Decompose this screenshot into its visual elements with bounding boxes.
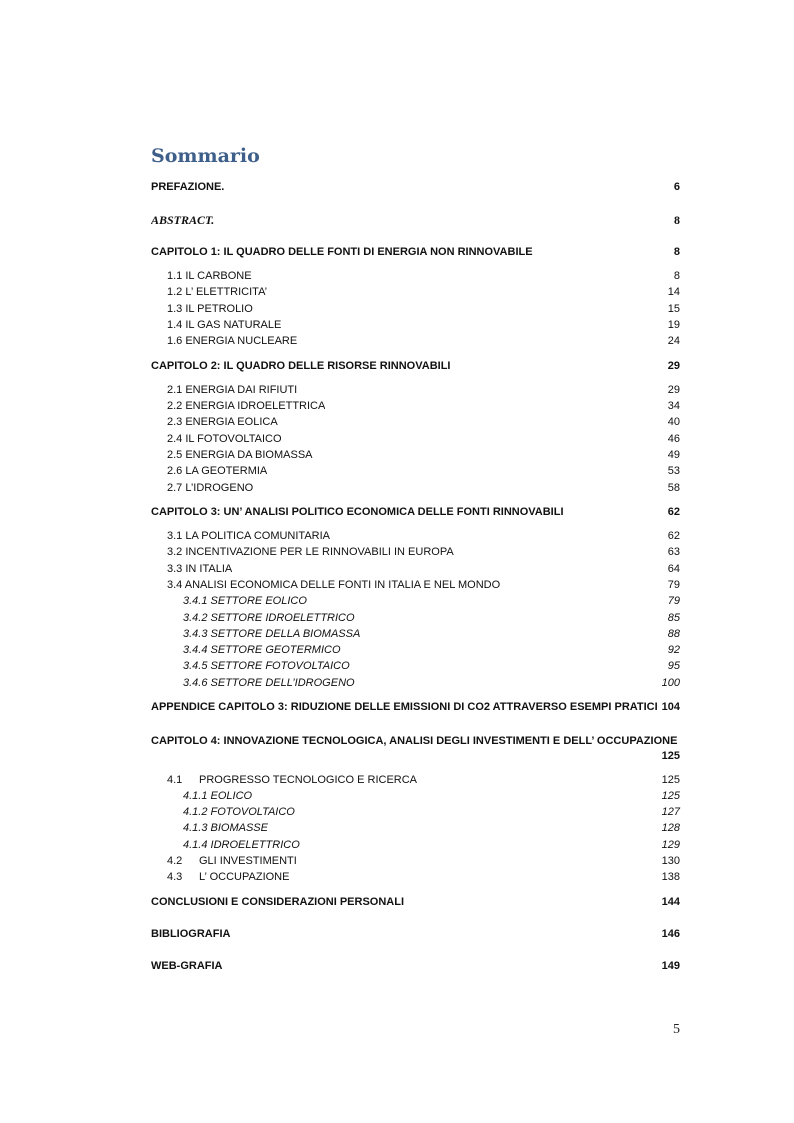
toc-entry-4-1-1[interactable] [151, 789, 680, 803]
toc-entry-4-1[interactable] [151, 773, 680, 787]
toc-page: 14 [667, 286, 680, 298]
toc-page: 63 [667, 546, 680, 558]
toc-page: 79 [667, 579, 680, 591]
toc-page: 19 [667, 319, 680, 331]
toc-label: BIBLIOGRAFIA [151, 928, 231, 940]
toc-label: 3.4.1 SETTORE EOLICO [183, 595, 307, 607]
toc-page: 34 [667, 400, 680, 412]
toc-label: 3.4.2 SETTORE IDROELETTRICO [183, 612, 355, 624]
toc-entry-4-3[interactable] [151, 870, 680, 884]
toc-label: 2.7 L’IDROGENO [167, 482, 254, 494]
toc-label: CAPITOLO 1: IL QUADRO DELLE FONTI DI ENERGIA NON RINNOVABILE [151, 246, 533, 258]
toc-label: 2.3 ENERGIA EOLICA [167, 416, 278, 428]
toc-page-capitolo-4 [151, 749, 680, 763]
toc-label: 1.2 L’ ELETTRICITA’ [167, 286, 268, 298]
toc-entry-1-6[interactable] [151, 334, 680, 348]
toc-page: 100 [661, 677, 680, 689]
toc-entry-capitolo-2[interactable] [151, 359, 680, 373]
toc-page: 58 [667, 482, 680, 494]
toc-page: 130 [661, 855, 680, 867]
toc-page: 85 [667, 612, 680, 624]
toc-label: 3.4 ANALISI ECONOMICA DELLE FONTI IN ITALIA E NEL MONDO [167, 579, 501, 591]
toc-label: 3.4.5 SETTORE FOTOVOLTAICO [183, 660, 350, 672]
toc-label: 2.5 ENERGIA DA BIOMASSA [167, 449, 313, 461]
toc-page: 24 [667, 335, 680, 347]
toc-entry-2-2[interactable] [151, 399, 680, 413]
toc-entry-2-3[interactable] [151, 415, 680, 429]
toc-entry-4-2[interactable] [151, 854, 680, 868]
toc-page: 92 [667, 644, 680, 656]
toc-entry-3-1[interactable] [151, 529, 680, 543]
toc-entry-3-3[interactable] [151, 562, 680, 576]
toc-page: 79 [667, 595, 680, 607]
toc-page: 125 [661, 750, 680, 762]
toc-label: 3.4.3 SETTORE DELLA BIOMASSA [183, 628, 361, 640]
toc-label: APPENDICE CAPITOLO 3: RIDUZIONE DELLE EMISSIONI DI CO2 ATTRAVERSO ESEMPI PRATICI [151, 701, 658, 713]
toc-number: 4.2 [167, 855, 183, 867]
toc-entry-1-4[interactable] [151, 318, 680, 332]
toc-entry-conclusioni[interactable] [151, 895, 680, 909]
toc-entry-capitolo-3[interactable] [151, 505, 680, 519]
toc-label: 4.1.2 FOTOVOLTAICO [183, 806, 295, 818]
toc-entry-1-3[interactable] [151, 302, 680, 316]
toc-entry-2-6[interactable] [151, 464, 680, 478]
toc-entry-2-7[interactable] [151, 481, 680, 495]
toc-label: 4.1.3 BIOMASSE [183, 822, 268, 834]
toc-page: 15 [667, 303, 680, 315]
toc-entry-3-4-5[interactable] [151, 659, 680, 673]
toc-page: 125 [661, 790, 680, 802]
toc-label: 2.2 ENERGIA IDROELETTRICA [167, 400, 326, 412]
toc-label: 4.1.4 IDROELETTRICO [183, 839, 300, 851]
toc-entry-4-1-2[interactable] [151, 805, 680, 819]
toc-entry-3-4-6[interactable] [151, 676, 680, 690]
toc-label: CONCLUSIONI E CONSIDERAZIONI PERSONALI [151, 896, 405, 908]
toc-label: 1.3 IL PETROLIO [167, 303, 253, 315]
toc-page: 128 [661, 822, 680, 834]
toc-entry-webgrafia[interactable] [151, 959, 680, 973]
toc-page: 29 [667, 384, 680, 396]
toc-page: 64 [667, 563, 680, 575]
toc-entry-2-4[interactable] [151, 432, 680, 446]
toc-label: 3.2 INCENTIVAZIONE PER LE RINNOVABILI IN EUROPA [167, 546, 454, 558]
toc-label: 3.1 LA POLITICA COMUNITARIA [167, 530, 331, 542]
toc-label: 4.1.1 EOLICO [183, 790, 253, 802]
toc-entry-capitolo-1[interactable] [151, 245, 680, 259]
toc-label: 2.1 ENERGIA DAI RIFIUTI [167, 384, 298, 396]
toc-entry-prefazione[interactable] [151, 180, 680, 194]
toc-entry-3-4[interactable] [151, 578, 680, 592]
toc-entry-3-2[interactable] [151, 545, 680, 559]
toc-label: L’ OCCUPAZIONE [199, 871, 290, 883]
toc-page: 62 [667, 506, 680, 518]
toc-page: 138 [661, 871, 680, 883]
toc-page: 127 [661, 806, 680, 818]
toc-entry-capitolo-4[interactable] [151, 734, 680, 748]
toc-entry-2-1[interactable] [151, 383, 680, 397]
toc-entry-bibliografia[interactable] [151, 927, 680, 941]
toc-entry-1-1[interactable] [151, 269, 680, 283]
toc-label: PROGRESSO TECNOLOGICO E RICERCA [199, 774, 418, 786]
toc-page: 6 [673, 181, 680, 193]
toc-label: 3.4.6 SETTORE DELL’IDROGENO [183, 677, 355, 689]
toc-label: 2.4 IL FOTOVOLTAICO [167, 433, 282, 445]
toc-page: 104 [661, 701, 680, 713]
page-title: Sommario [151, 145, 260, 167]
toc-page: 53 [667, 465, 680, 477]
toc-page: 149 [661, 960, 680, 972]
toc-page: 8 [673, 270, 680, 282]
toc-label: 2.6 LA GEOTERMIA [167, 465, 268, 477]
toc-label: CAPITOLO 2: IL QUADRO DELLE RISORSE RINNOVABILI [151, 360, 451, 372]
toc-label: CAPITOLO 3: UN’ ANALISI POLITICO ECONOMICA DELLE FONTI RINNOVABILI [151, 506, 564, 518]
toc-label: 1.4 IL GAS NATURALE [167, 319, 282, 331]
toc-number: 4.3 [167, 871, 183, 883]
toc-label: ABSTRACT. [151, 213, 215, 227]
toc-page: 62 [667, 530, 680, 542]
toc-page: 49 [667, 449, 680, 461]
toc-entry-1-2[interactable] [151, 285, 680, 299]
toc-page: 88 [667, 628, 680, 640]
toc-entry-3-4-4[interactable] [151, 643, 680, 657]
toc-label: 1.6 ENERGIA NUCLEARE [167, 335, 298, 347]
toc-label: 3.3 IN ITALIA [167, 563, 233, 575]
toc-page: 125 [661, 774, 680, 786]
page-number: 5 [673, 1022, 680, 1037]
toc-entry-4-1-4[interactable] [151, 838, 680, 852]
toc-page: 46 [667, 433, 680, 445]
toc-label: WEB-GRAFIA [151, 960, 223, 972]
toc-entry-3-4-2[interactable] [151, 611, 680, 625]
toc-entry-appendice[interactable] [151, 700, 680, 714]
toc-entry-3-4-1[interactable] [151, 594, 680, 608]
toc-entry-4-1-3[interactable] [151, 821, 680, 835]
toc-page: 8 [673, 246, 680, 258]
toc-label: PREFAZIONE. [151, 181, 225, 193]
toc-label: 3.4.4 SETTORE GEOTERMICO [183, 644, 341, 656]
toc-page: 129 [661, 839, 680, 851]
toc-page: 29 [667, 360, 680, 372]
toc-page: 144 [661, 896, 680, 908]
toc-entry-2-5[interactable] [151, 448, 680, 462]
toc-entry-3-4-3[interactable] [151, 627, 680, 641]
toc-label: CAPITOLO 4: INNOVAZIONE TECNOLOGICA, ANALISI DEGLI INVESTIMENTI E DELL’ OCCUPAZIONE [151, 735, 678, 747]
toc-label: GLI INVESTIMENTI [199, 855, 297, 867]
toc-page: 40 [667, 416, 680, 428]
toc-entry-abstract[interactable] [151, 213, 680, 227]
toc-page: 146 [661, 928, 680, 940]
toc-page: 8 [674, 213, 680, 227]
toc-number: 4.1 [167, 774, 183, 786]
toc-page: 95 [667, 660, 680, 672]
toc-label: 1.1 IL CARBONE [167, 270, 252, 282]
